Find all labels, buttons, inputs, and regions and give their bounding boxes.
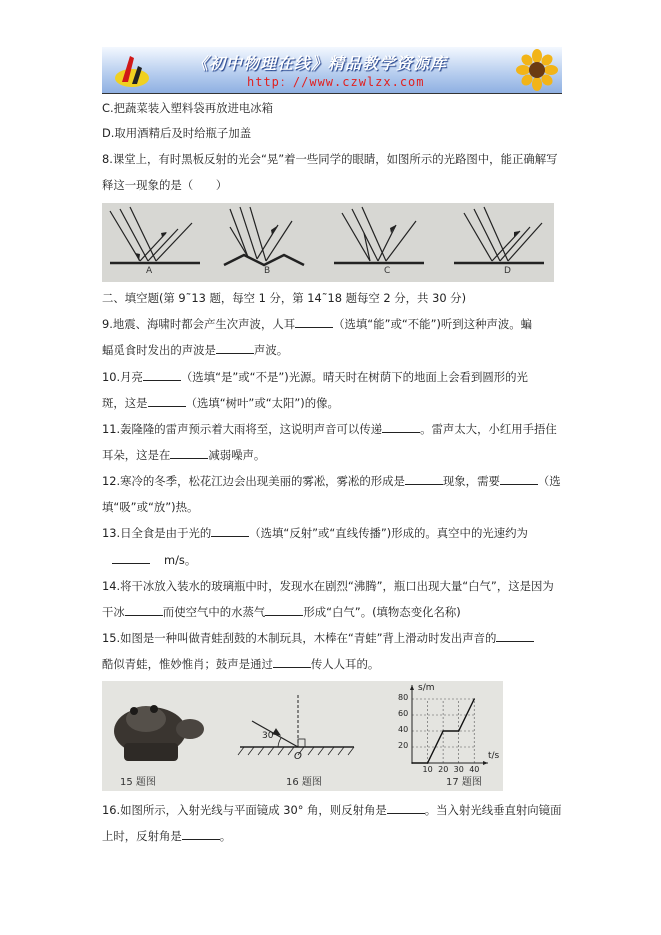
figure-label-a: A [146, 266, 153, 276]
logo-icon [112, 52, 152, 90]
question-12-line-2: 填“吸”或“放”)热。 [102, 500, 199, 514]
questions-15-17-figures [102, 681, 503, 791]
banner-title: 《初中物理在线》精品教学资源库 [192, 54, 448, 73]
x-axis-label: t/s [488, 751, 500, 761]
header-banner [102, 47, 562, 94]
mirror-diagram [238, 695, 354, 755]
y-tick-label: 20 [398, 741, 409, 750]
question-12-text-2: 现象，需要 [442, 474, 500, 488]
option-c: C.把蔬菜装入塑料袋再放进电冰箱 [102, 101, 274, 115]
question-10-text-4: （选填“树叶”或“太阳”)的像。 [185, 396, 339, 410]
question-13-text-2: （选填“反射”或“直线传播”)形成的。真空中的光速约为 [249, 526, 528, 540]
x-axis-arrow [483, 761, 488, 765]
data-point [411, 762, 413, 764]
figure-label-b: B [264, 266, 271, 276]
light-path-diagrams [102, 203, 554, 282]
question-11-text-3: 耳朵，这是在 [102, 448, 171, 462]
question-14-line-1: 14.将干冰放入装水的玻璃瓶中时，发现水在剧烈“沸腾”，瓶口出现大量“白气”，这是因为 [102, 579, 554, 593]
answer-blank[interactable] [143, 369, 181, 381]
question-15-line-1 [102, 630, 534, 646]
answer-blank[interactable] [182, 828, 220, 840]
x-tick-label: 20 [438, 765, 449, 774]
question-11-text-1: 11.轰隆隆的雷声预示着大雨将至，这说明声音可以传递 [102, 422, 383, 436]
answer-blank[interactable] [125, 604, 163, 616]
question-14-text-2: 而使空气中的水蒸气 [162, 605, 266, 619]
y-tick-label: 40 [398, 725, 409, 734]
x-tick-label: 30 [453, 765, 464, 774]
y-tick-label: 80 [398, 693, 409, 702]
question-14-line-2 [102, 604, 461, 620]
question-11-line-2 [102, 447, 265, 463]
question-8-line-1: 8.课堂上，有时黑板反射的光会“晃”着一些同学的眼睛，如图所示的光路图中，能正确解写 [102, 152, 558, 166]
data-point [442, 730, 444, 732]
question-8-figure [102, 203, 554, 282]
answer-blank[interactable] [387, 802, 425, 814]
y-tick-label: 60 [398, 709, 409, 718]
question-10-text-2: （选填“是”或“不是”)光源。晴天时在树荫下的地面上会看到圆形的光 [180, 370, 528, 384]
question-9-text-2: （选填“能”或“不能”)听到这种声波。蝙 [333, 317, 533, 331]
s-t-graph [410, 685, 488, 765]
question-12-line-1 [102, 473, 561, 489]
data-point [473, 698, 475, 700]
answer-blank[interactable] [382, 421, 420, 433]
question-16-line-1 [102, 802, 561, 818]
question-10-text-3: 斑，这是 [102, 396, 148, 410]
option-d: D.取用酒精后及时给瓶子加盖 [102, 126, 252, 140]
section-2-heading: 二、填空题(第 9˜13 题，每空 1 分，第 14˜18 题每空 2 分，共 30 分) [102, 291, 467, 305]
question-12-text-3: （选 [537, 474, 561, 488]
y-axis-arrow [410, 685, 414, 690]
question-9-text-4: 声波。 [253, 343, 289, 357]
caption-15: 15 题图 [120, 777, 156, 788]
answer-blank[interactable] [273, 656, 311, 668]
data-point [427, 762, 429, 764]
figure-label-d: D [504, 266, 511, 276]
answer-blank[interactable] [148, 395, 186, 407]
question-15-text-3: 传人人耳的。 [310, 657, 380, 671]
question-10-text-1: 10.月亮 [102, 370, 143, 384]
caption-16: 16 题图 [286, 777, 322, 788]
answer-blank[interactable] [496, 630, 534, 642]
data-point [458, 730, 460, 732]
x-tick-label: 10 [422, 765, 433, 774]
y-axis-label: s/m [418, 683, 435, 693]
question-13-line-1 [102, 525, 528, 541]
question-15-text-2: 酷似青蛙，惟妙惟肖；鼓声是通过 [102, 657, 273, 671]
question-9-text-1: 9.地震、海啸时都会产生次声波，人耳 [102, 317, 296, 331]
question-8-line-2: 释这一现象的是（ ） [102, 178, 228, 192]
answer-blank[interactable] [211, 525, 249, 537]
question-9-text-3: 蝠觅食时发出的声波是 [102, 343, 216, 357]
question-10-line-2 [102, 395, 339, 411]
answer-blank[interactable] [170, 447, 208, 459]
question-16-text-1: 16.如图所示，入射光线与平面镜成 30° 角，则反射角是 [102, 803, 387, 817]
answer-blank[interactable] [500, 473, 538, 485]
question-16-line-2 [102, 828, 231, 844]
answer-blank[interactable] [112, 552, 150, 564]
question-16-text-3: 上时，反射角是 [102, 829, 182, 843]
sunflower-icon [516, 49, 558, 91]
answer-blank[interactable] [295, 316, 333, 328]
question-14-text-1: 干冰 [102, 605, 125, 619]
question-12-text-1: 12.寒冷的冬季，松花江边会出现美丽的雾凇，雾凇的形成是 [102, 474, 405, 488]
angle-label: 30° [262, 731, 278, 741]
question-13-text-1: 13.日全食是由于光的 [102, 526, 212, 540]
answer-blank[interactable] [216, 342, 254, 354]
question-13-text-3: m/s。 [164, 553, 197, 567]
figure-label-c: C [384, 266, 391, 276]
question-11-line-1 [102, 421, 557, 437]
banner-url[interactable]: http：//www.czwlzx.com [247, 75, 425, 89]
answer-blank[interactable] [265, 604, 303, 616]
origin-label: O [294, 751, 302, 762]
question-10-line-1 [102, 369, 528, 385]
x-tick-label: 40 [469, 765, 480, 774]
caption-17: 17 题图 [446, 777, 482, 788]
question-15-text-1: 15.如图是一种叫做青蛙刮鼓的木制玩具，木棒在“青蛙”背上滑动时发出声音的 [102, 631, 497, 645]
question-9-line-2 [102, 342, 288, 358]
question-16-text-2: 。当入射光线垂直射向镜面 [424, 803, 562, 817]
question-9-line-1 [102, 316, 532, 332]
question-16-text-4: 。 [219, 829, 232, 843]
question-11-text-2: 。雷声太大，小红用手捂住 [420, 422, 557, 436]
question-13-line-2 [102, 552, 196, 568]
question-14-text-3: 形成“白气”。(填物态变化名称) [303, 605, 461, 619]
frog-toy-image [114, 705, 204, 761]
answer-blank[interactable] [405, 473, 443, 485]
question-15-line-2 [102, 656, 379, 672]
question-11-text-4: 减弱噪声。 [208, 448, 266, 462]
